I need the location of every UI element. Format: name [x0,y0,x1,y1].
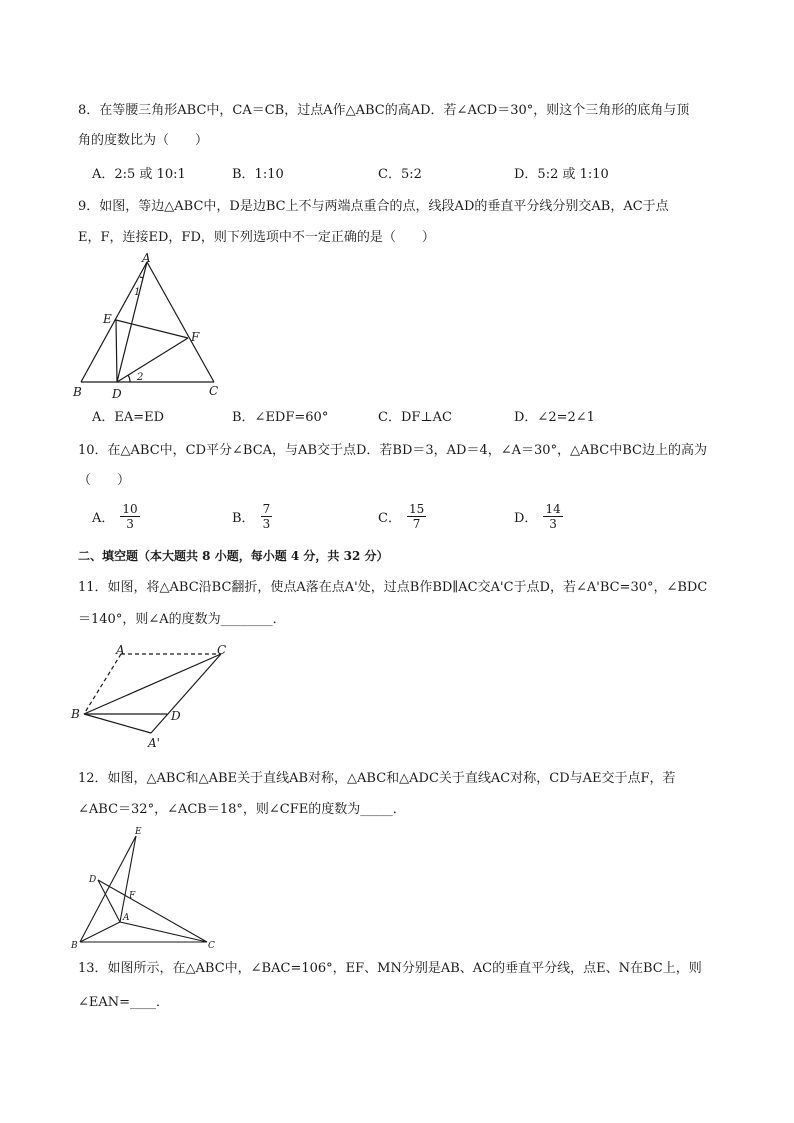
q12-label-c: C [208,941,215,950]
q10-option-a-fraction [120,502,139,531]
q9-label-angle-2: 2 [137,372,144,383]
q9-side-ac [147,262,214,382]
q13-line-2: ∠EAN=____． [78,995,170,1010]
q11-segment-ca-prime [151,654,221,733]
q10-option-b-numerator: 7 [262,502,271,516]
q11-label-d: D [171,709,181,723]
q9-label-d: D [112,387,122,400]
q13-line-1: 13．如图所示，在△ABC中，∠BAC=106°，EF、MN分别是AB、AC的垂直平分线，点E、N在BC上，则 [78,961,702,976]
q9-line-2: E，F，连接ED，FD，则下列选项中不一定正确的是（ ） [78,230,435,245]
q11-label-c: C [217,643,227,657]
q9-label-b: B [73,385,82,399]
section-heading-fill-in: 二、填空题（本大题共 8 小题，每小题 4 分，共 32 分） [78,549,389,563]
q12-label-f: F [129,891,136,901]
q11-line-1: 11．如图，将△ABC沿BC翻折，使点A落在点A'处，过点B作BD∥AC交A'C于点D，若∠A'BC=30°，∠BDC [78,580,708,595]
q8-option-d[interactable]: D．5:2 或 1:10 [514,167,609,182]
q12-label-d: D [89,875,97,885]
q9-side-ab [81,262,147,382]
q12-line-1: 12．如图，△ABC和△ABE关于直线AB对称，△ABC和△ADC关于直线AC对称，CD与AE交于点F，若 [78,771,676,786]
q10-option-a[interactable] [92,502,140,531]
q9-figure [70,250,230,400]
q10-option-d-numerator: 14 [545,502,561,516]
q12-segment-be [80,836,136,942]
q10-option-d[interactable] [514,502,563,531]
q8-option-c[interactable]: C．5:2 [378,167,422,182]
q8-line-1: 8．在等腰三角形ABC中，CA＝CB，过点A作△ABC的高AD．若∠ACD＝30°，则这个三角形的底角与顶 [78,103,690,118]
q10-option-b[interactable] [232,502,272,531]
q12-line-2: ∠ABC＝32°，∠ACB＝18°，则∠CFE的度数为_____． [78,802,406,817]
q10-option-d-fraction [543,502,562,531]
q8-option-b[interactable]: B．1:10 [232,167,284,182]
q9-angle-1-arc [140,277,143,278]
q12-segment-ba [80,922,120,942]
q11-label-a: A [116,643,125,657]
q10-option-b-label: B． [232,511,255,526]
q12-label-b: B [71,941,78,950]
q12-segment-ac [120,922,207,942]
q11-segment-bc [84,654,221,714]
q9-line-1: 9．如图，等边△ABC中，D是边BC上不与两端点重合的点，线段AD的垂直平分线分别交AB，AC于点 [78,199,669,214]
q12-figure [68,822,223,950]
q11-dashed-ab [84,654,121,714]
q11-label-a-prime: A' [148,736,160,750]
q10-option-c-numerator: 15 [408,502,425,516]
q10-option-a-denominator: 3 [126,517,134,531]
q11-label-b: B [71,707,80,721]
q11-figure [65,640,245,755]
q10-option-b-fraction [261,502,273,531]
q9-option-d[interactable]: D．∠2=2∠1 [514,410,595,425]
q12-label-e: E [135,827,142,837]
q10-option-b-denominator: 3 [262,517,271,531]
q10-option-c-fraction [407,502,426,531]
q9-segment-ed [116,320,117,382]
q10-option-a-numerator: 10 [122,502,138,516]
q10-option-a-label: A． [92,511,115,526]
q9-label-angle-1: 1 [134,287,141,298]
q9-option-c[interactable]: C．DF⊥AC [378,410,452,425]
q9-segment-ef [116,320,188,338]
q8-line-2: 角的度数比为（ ） [78,133,209,148]
q10-option-c-denominator: 7 [412,517,421,531]
q10-line-1: 10．在△ABC中，CD平分∠BCA，与AB交于点D．若BD＝3，AD＝4，∠A＝30°，△ABC中BC边上的高为 [78,443,707,458]
q9-option-a[interactable]: A．EA=ED [92,410,165,425]
q9-label-f: F [191,330,200,344]
q10-option-c[interactable] [378,502,426,531]
q9-label-e: E [103,312,112,326]
q9-label-a: A [142,251,151,265]
q10-option-c-label: C． [378,511,401,526]
q10-option-d-label: D． [514,511,538,526]
q8-option-a[interactable]: A．2:5 或 10:1 [92,167,186,182]
q9-label-c: C [209,384,219,398]
q9-angle-2-arc [128,375,130,382]
q9-segment-ad [117,262,147,382]
q9-option-b[interactable]: B．∠EDF=60° [232,410,329,425]
q12-segment-ea [120,836,136,922]
q11-segment-ba-prime [84,714,151,733]
q11-line-2: ＝140°，则∠A的度数为________． [78,612,286,627]
q12-label-a: A [123,913,130,923]
q10-option-d-denominator: 3 [549,517,557,531]
q10-line-2: （ ） [78,473,131,488]
